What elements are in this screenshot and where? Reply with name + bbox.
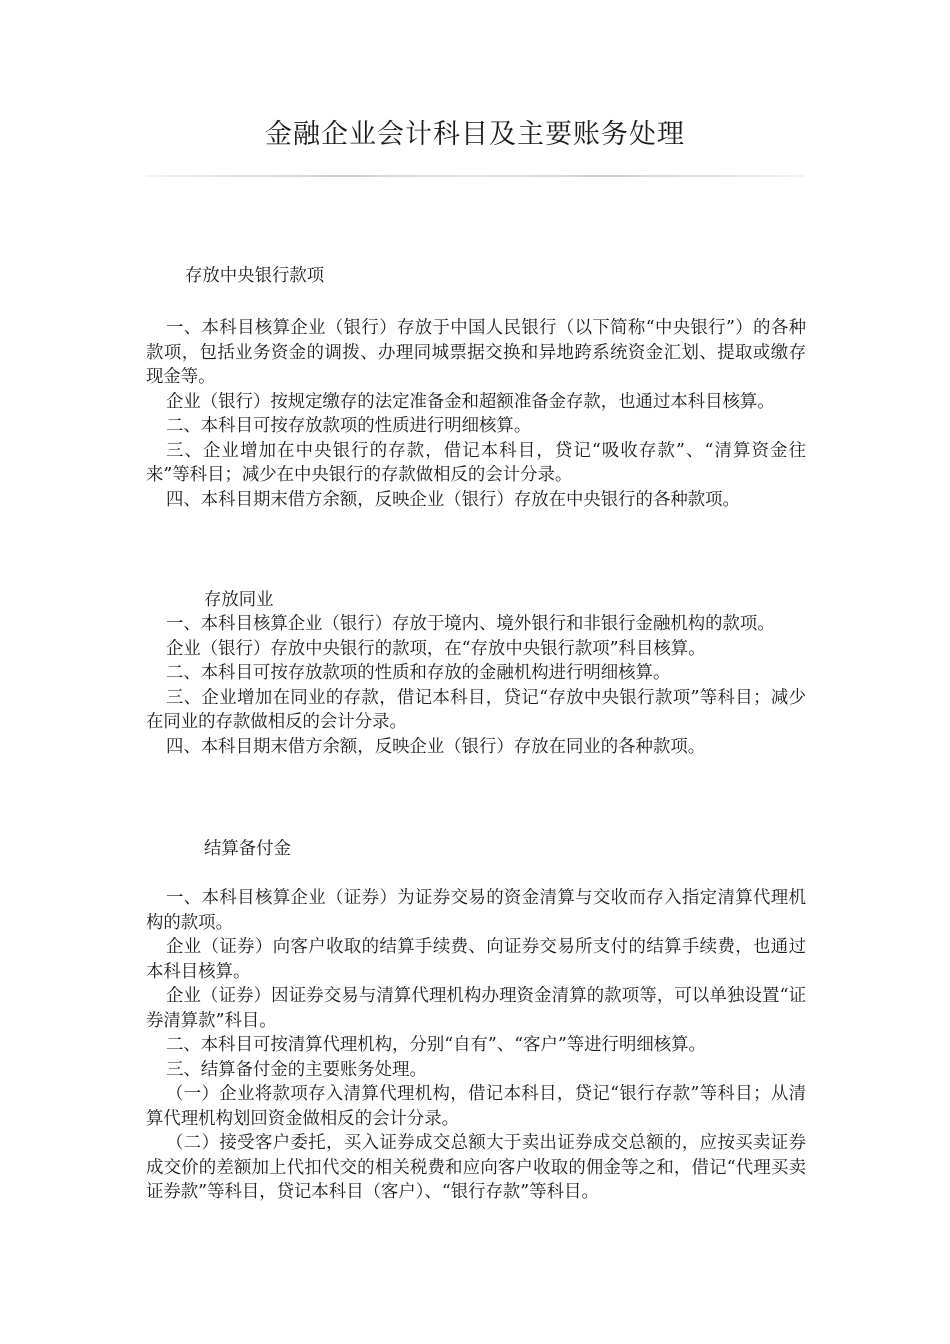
page-title: 金融企业会计科目及主要账务处理 — [265, 119, 685, 150]
section-heading-deposits-central-bank: 存放中央银行款项 — [185, 266, 325, 286]
paragraph: 四、本科目期末借方余额，反映企业（银行）存放在中央银行的各种款项。 — [166, 489, 740, 510]
paragraph: 企业（银行）存放中央银行的款项，在“存放中央银行款项”科目核算。 — [166, 638, 706, 659]
paragraph: 三、企业增加在同业的存款，借记本科目，贷记“存放中央银行款项”等科目；减少在同业的存款做相反的会计分录。 — [146, 687, 806, 732]
section-heading-settlement-reserve: 结算备付金 — [204, 839, 291, 859]
paragraph: 一、本科目核算企业（银行）存放于中国人民银行（以下简称“中央银行”）的各种款项，包括业务资金的调拨、办理同城票据交换和异地跨系统资金汇划、提取或缴存现金等。 — [146, 318, 806, 387]
paragraph: 企业（证券）向客户收取的结算手续费、向证券交易所支付的结算手续费，也通过本科目核算。 — [146, 937, 806, 982]
section-body-deposits-central-bank — [146, 316, 806, 512]
paragraph: 二、本科目可按存放款项的性质和存放的金融机构进行明细核算。 — [166, 663, 671, 683]
paragraph: 二、本科目可按存放款项的性质进行明细核算。 — [166, 416, 532, 436]
paragraph: 四、本科目期末借方余额，反映企业（银行）存放在同业的各种款项。 — [166, 736, 706, 757]
title-divider — [146, 175, 804, 177]
paragraph: 一、本科目核算企业（银行）存放于境内、境外银行和非银行金融机构的款项。 — [166, 614, 775, 634]
paragraph: 二、本科目可按清算代理机构，分别“自有”、“客户”等进行明细核算。 — [166, 1035, 706, 1055]
paragraph: 企业（银行）按规定缴存的法定准备金和超额准备金存款，也通过本科目核算。 — [166, 391, 775, 412]
paragraph: 企业（证券）因证券交易与清算代理机构办理资金清算的款项等，可以单独设置“证券清算款”科目。 — [146, 986, 806, 1031]
section-body-interbank-deposits — [146, 612, 806, 759]
section-body-settlement-reserve — [146, 886, 806, 1205]
paragraph: 三、企业增加在中央银行的存款，借记本科目，贷记“吸收存款”、“清算资金往来”等科目；减少在中央银行的存款做相反的会计分录。 — [146, 440, 806, 485]
paragraph: （二）接受客户委托，买入证券成交总额大于卖出证券成交总额的，应按买卖证券成交价的差额加上代扣代交的相关税费和应向客户收取的佣金等之和，借记“代理买卖证券款”等科目，贷记本科目（客户）、“银行存款”等科目。 — [146, 1133, 806, 1202]
section-heading-interbank-deposits: 存放同业 — [204, 590, 274, 610]
paragraph: 三、结算备付金的主要账务处理。 — [166, 1059, 427, 1080]
paragraph: 一、本科目核算企业（证券）为证券交易的资金清算与交收而存入指定清算代理机构的款项。 — [146, 888, 806, 933]
paragraph: （一）企业将款项存入清算代理机构，借记本科目，贷记“银行存款”等科目；从清算代理机构划回资金做相反的会计分录。 — [146, 1084, 806, 1129]
